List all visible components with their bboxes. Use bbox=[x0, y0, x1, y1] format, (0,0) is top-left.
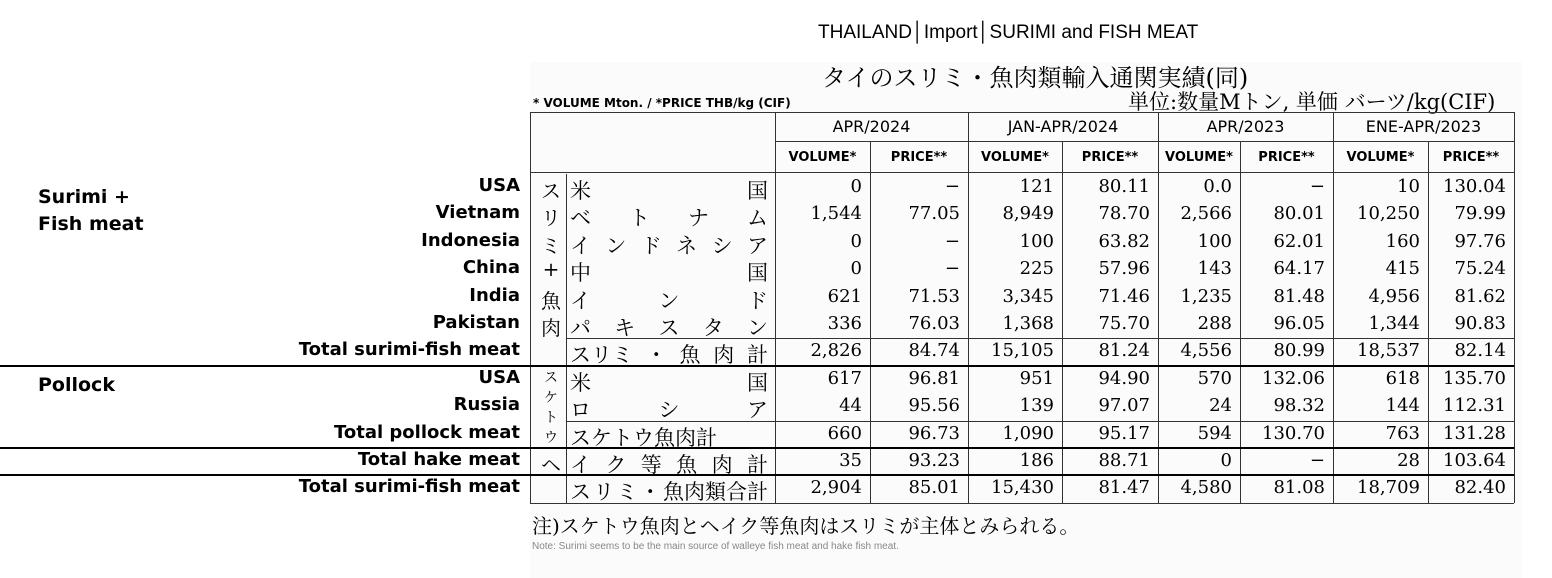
row-label: Vietnam bbox=[435, 202, 520, 224]
table-cell: 80.99 bbox=[1273, 340, 1325, 362]
table-cell: 75.24 bbox=[1454, 258, 1506, 280]
column-header: VOLUME* bbox=[1346, 150, 1415, 165]
table-cell: 95.17 bbox=[1098, 422, 1150, 444]
table-cell: 4,580 bbox=[1180, 477, 1232, 499]
row-label-jp-char: ア bbox=[746, 233, 768, 258]
table-cell: 100 bbox=[1019, 230, 1054, 252]
row-label-jp-char: 米 bbox=[570, 179, 591, 203]
row-label-jp-char: イ bbox=[570, 288, 591, 313]
table-cell: 10 bbox=[1397, 176, 1420, 197]
table-cell: 63.82 bbox=[1098, 230, 1150, 252]
row-label-jp-char: キ bbox=[614, 316, 636, 340]
group-vertical-char: 肉 bbox=[541, 316, 561, 340]
table-cell: 112.31 bbox=[1443, 395, 1506, 417]
row-label-jp bbox=[570, 257, 768, 287]
table-cell: 131.28 bbox=[1443, 422, 1506, 444]
period-header: APR/2023 bbox=[1206, 117, 1285, 136]
row-label: USA bbox=[478, 366, 520, 388]
page-title-en: THAILAND│Import│SURIMI and FISH MEAT bbox=[818, 22, 1199, 43]
group-label-surimi-line1: Surimi + bbox=[38, 186, 130, 208]
table-cell: − bbox=[944, 258, 960, 280]
row-label-jp-char: 国 bbox=[747, 370, 768, 395]
total-row-divider bbox=[566, 338, 1514, 339]
column-header: PRICE** bbox=[1081, 150, 1139, 165]
table-cell: 84.74 bbox=[908, 340, 960, 362]
table-cell: 80.11 bbox=[1098, 176, 1150, 197]
table-cell: − bbox=[1309, 450, 1325, 471]
column-divider bbox=[968, 112, 969, 503]
group-separator bbox=[0, 365, 1514, 367]
period-header: JAN-APR/2024 bbox=[1007, 117, 1119, 136]
table-cell: 95.56 bbox=[908, 395, 960, 417]
table-cell: 0 bbox=[850, 258, 862, 280]
table-cell: 90.83 bbox=[1454, 313, 1506, 334]
row-label-jp-char: ロ bbox=[570, 398, 591, 423]
table-cell: 0 bbox=[850, 176, 862, 197]
group-vertical-char: ミ bbox=[541, 233, 561, 258]
row-label-jp-char: スケトウ魚肉計 bbox=[570, 425, 717, 450]
table-cell: 130.70 bbox=[1262, 422, 1325, 444]
table-cell: 71.53 bbox=[908, 285, 960, 307]
table-cell: − bbox=[944, 176, 960, 197]
group-vertical-char: + bbox=[542, 257, 560, 282]
row-label-jp-char: 魚 bbox=[679, 343, 701, 368]
row-label-jp-char: ン bbox=[605, 233, 627, 258]
table-cell: 660 bbox=[827, 422, 862, 444]
table-cell: 621 bbox=[827, 285, 862, 307]
table-cell: 10,250 bbox=[1357, 203, 1420, 225]
row-label-jp-char: 肉 bbox=[711, 453, 733, 477]
period-header: APR/2024 bbox=[832, 117, 911, 136]
header-bottom-border bbox=[530, 172, 1514, 173]
unit-note-jp: 単位:数量Mトン, 単価 バーツ/kg(CIF) bbox=[1128, 90, 1496, 114]
group-vertical-char: ウ bbox=[544, 429, 558, 446]
group-vertical-char: 魚 bbox=[541, 288, 561, 313]
table-cell: 415 bbox=[1385, 258, 1420, 280]
table-cell: 4,956 bbox=[1368, 285, 1420, 307]
group-vertical-char: ケ bbox=[544, 389, 558, 406]
row-label: USA bbox=[478, 175, 520, 196]
table-cell: 103.64 bbox=[1443, 450, 1506, 471]
row-label-jp-char: 中 bbox=[570, 261, 591, 286]
table-cell: 186 bbox=[1019, 450, 1054, 471]
table-cell: 2,904 bbox=[810, 477, 862, 499]
row-label: Total hake meat bbox=[357, 449, 520, 470]
table-cell: 3,345 bbox=[1002, 285, 1054, 307]
table-cell: 79.99 bbox=[1454, 203, 1506, 225]
row-label-jp-char: ナ bbox=[688, 206, 709, 231]
row-label: Total surimi-fish meat bbox=[298, 339, 520, 361]
footnote-jp: 注)スケトウ魚肉とヘイク等魚肉はスリミが主体とみられる。 bbox=[532, 514, 1080, 538]
group-vertical-char: ト bbox=[544, 409, 558, 426]
table-cell: 77.05 bbox=[908, 203, 960, 225]
group-separator bbox=[0, 447, 1514, 449]
row-label-jp-char: イ bbox=[570, 233, 591, 258]
row-label-jp-char: ネ bbox=[676, 233, 698, 258]
table-cell: 88.71 bbox=[1098, 450, 1150, 471]
table-cell: 0.0 bbox=[1203, 176, 1232, 197]
table-cell: 763 bbox=[1385, 422, 1420, 444]
table-cell: 594 bbox=[1197, 422, 1232, 444]
row-label-jp-char: ・ bbox=[645, 343, 667, 368]
row-label-jp bbox=[570, 367, 768, 397]
final-separator bbox=[0, 474, 1514, 476]
table-cell: 143 bbox=[1197, 258, 1232, 280]
table-cell: 4,556 bbox=[1180, 340, 1232, 362]
row-label-jp-char: 等 bbox=[640, 453, 662, 477]
table-cell: 225 bbox=[1019, 258, 1054, 280]
header-divider bbox=[775, 141, 1514, 142]
row-label-jp-char: シ bbox=[711, 233, 733, 258]
group-label-pollock: Pollock bbox=[38, 374, 115, 396]
group-label-surimi-line2: Fish meat bbox=[38, 213, 144, 235]
row-label-jp-char: 肉 bbox=[713, 343, 735, 368]
row-label-jp bbox=[570, 285, 768, 315]
row-label-jp-char: ク bbox=[605, 453, 627, 477]
row-label: Russia bbox=[453, 394, 520, 416]
table-top-border bbox=[530, 112, 1514, 113]
table-cell: − bbox=[944, 230, 960, 252]
table-left-border bbox=[530, 112, 531, 503]
page-title-jp: タイのスリミ・魚肉類輸入通関実績(同) bbox=[822, 64, 1249, 92]
table-cell: 81.08 bbox=[1273, 477, 1325, 499]
table-cell: 81.24 bbox=[1098, 340, 1150, 362]
group-vertical-char: ス bbox=[544, 369, 558, 386]
table-cell: 1,344 bbox=[1368, 313, 1420, 334]
row-label-jp-char: ド bbox=[747, 288, 768, 313]
column-header: PRICE** bbox=[1442, 150, 1500, 165]
table-cell: 81.62 bbox=[1454, 285, 1506, 307]
table-cell: 98.32 bbox=[1273, 395, 1325, 417]
table-cell: − bbox=[1309, 176, 1325, 197]
table-cell: 570 bbox=[1197, 367, 1232, 389]
row-label-jp bbox=[570, 175, 768, 205]
table-cell: 288 bbox=[1197, 313, 1232, 334]
row-label-jp bbox=[570, 230, 768, 260]
row-label-jp-char: 計 bbox=[747, 343, 768, 368]
table-cell: 130.04 bbox=[1443, 176, 1506, 197]
row-label-jp-char: ン bbox=[658, 288, 680, 313]
table-cell: 96.81 bbox=[908, 367, 960, 389]
table-cell: 951 bbox=[1019, 367, 1054, 389]
row-label-jp-char: ベ bbox=[570, 206, 591, 231]
table-cell: 78.70 bbox=[1098, 203, 1150, 225]
table-cell: 18,537 bbox=[1357, 340, 1420, 362]
total-row-divider bbox=[566, 421, 1514, 422]
table-cell: 44 bbox=[839, 395, 862, 417]
table-cell: 81.47 bbox=[1098, 477, 1150, 499]
table-cell: 62.01 bbox=[1273, 230, 1325, 252]
group-vertical-char: ヘ bbox=[541, 453, 561, 477]
row-label-jp-char: ン bbox=[747, 316, 768, 340]
row-label-jp-char: ア bbox=[747, 398, 768, 423]
table-cell: 336 bbox=[827, 313, 862, 334]
table-cell: 75.70 bbox=[1098, 313, 1150, 334]
row-label-jp-char: 計 bbox=[746, 453, 768, 477]
table-cell: 71.46 bbox=[1098, 285, 1150, 307]
table-cell: 1,368 bbox=[1002, 313, 1054, 334]
group-vertical-char: リ bbox=[541, 206, 561, 231]
row-label-jp-char: ス bbox=[658, 316, 680, 340]
row-label: Total pollock meat bbox=[333, 421, 520, 443]
table-cell: 82.14 bbox=[1454, 340, 1506, 362]
table-cell: 132.06 bbox=[1262, 367, 1325, 389]
table-cell: 28 bbox=[1397, 450, 1420, 471]
column-header: PRICE** bbox=[890, 150, 948, 165]
table-cell: 15,430 bbox=[991, 477, 1054, 499]
table-cell: 160 bbox=[1385, 230, 1420, 252]
column-divider bbox=[1514, 112, 1515, 503]
row-label-jp-char: タ bbox=[702, 316, 724, 340]
table-cell: 0 bbox=[1220, 450, 1232, 471]
row-label: China bbox=[462, 257, 520, 279]
table-cell: 76.03 bbox=[908, 313, 960, 334]
table-cell: 0 bbox=[850, 230, 862, 252]
row-label: Indonesia bbox=[421, 229, 520, 251]
group-vertical-char: ス bbox=[541, 179, 561, 203]
table-cell: 1,544 bbox=[810, 203, 862, 225]
table-cell: 96.73 bbox=[908, 422, 960, 444]
footnote-en: Note: Surimi seems to be the main source of walleye fish meat and hake fish meat. bbox=[532, 541, 899, 552]
table-cell: 2,826 bbox=[810, 340, 862, 362]
row-label-jp-char: ス bbox=[570, 480, 591, 505]
table-cell: 94.90 bbox=[1098, 367, 1150, 389]
row-label-jp-char: ・ bbox=[639, 480, 661, 505]
table-cell: 64.17 bbox=[1273, 258, 1325, 280]
table-cell: 1,090 bbox=[1002, 422, 1054, 444]
row-label: India bbox=[469, 284, 520, 306]
row-label-jp-char: シ bbox=[658, 398, 680, 423]
row-label: Pakistan bbox=[432, 312, 520, 333]
table-cell: 80.01 bbox=[1273, 203, 1325, 225]
table-cell: 96.05 bbox=[1273, 313, 1325, 334]
table-cell: 144 bbox=[1385, 395, 1420, 417]
column-divider bbox=[1333, 112, 1334, 503]
row-label-jp-char: 米 bbox=[570, 370, 591, 395]
row-label-jp-char: ム bbox=[747, 206, 768, 231]
row-label: Total surimi-fish meat bbox=[298, 476, 520, 498]
table-cell: 100 bbox=[1197, 230, 1232, 252]
table-cell: 97.76 bbox=[1454, 230, 1506, 252]
table-cell: 1,235 bbox=[1180, 285, 1232, 307]
row-label-jp-char: 国 bbox=[747, 179, 768, 203]
row-label-jp-char: ト bbox=[629, 206, 650, 231]
row-label-jp-char: ミ bbox=[616, 480, 638, 505]
row-label-jp-char: 魚 bbox=[676, 453, 698, 477]
column-header: VOLUME* bbox=[1165, 150, 1233, 165]
table-cell: 93.23 bbox=[908, 450, 960, 471]
table-cell: 135.70 bbox=[1443, 367, 1506, 389]
column-header: PRICE** bbox=[1258, 150, 1315, 165]
row-label-jp-char: リ bbox=[593, 480, 615, 505]
table-cell: 82.40 bbox=[1454, 477, 1506, 499]
table-cell: 2,566 bbox=[1180, 203, 1232, 225]
table-cell: 121 bbox=[1019, 176, 1054, 197]
column-header: VOLUME* bbox=[981, 150, 1049, 165]
row-label-jp-char: ド bbox=[640, 233, 662, 258]
table-cell: 18,709 bbox=[1357, 477, 1420, 499]
table-cell: 35 bbox=[839, 450, 862, 471]
row-label-jp-char: パ bbox=[570, 316, 591, 340]
row-label-jp-char: スリミ bbox=[570, 343, 633, 368]
period-header: ENE-APR/2023 bbox=[1365, 117, 1482, 136]
row-label-jp-char: 国 bbox=[747, 261, 768, 286]
table-cell: 139 bbox=[1019, 395, 1054, 417]
table-cell: 81.48 bbox=[1273, 285, 1325, 307]
table-cell: 618 bbox=[1385, 367, 1420, 389]
table-cell: 24 bbox=[1209, 395, 1232, 417]
row-label-jp-char: イ bbox=[570, 453, 591, 477]
table-cell: 85.01 bbox=[908, 477, 960, 499]
column-divider bbox=[775, 112, 776, 503]
table-cell: 617 bbox=[827, 367, 862, 389]
column-header: VOLUME* bbox=[788, 150, 857, 165]
table-bottom-border bbox=[530, 503, 1514, 504]
table-cell: 57.96 bbox=[1098, 258, 1150, 280]
unit-note-en: * VOLUME Mton. / *PRICE THB/kg (CIF) bbox=[533, 96, 791, 110]
table-cell: 8,949 bbox=[1002, 203, 1054, 225]
column-divider bbox=[1158, 112, 1159, 503]
group-label-surimi bbox=[38, 184, 144, 238]
table-cell: 15,105 bbox=[991, 340, 1054, 362]
row-label-jp bbox=[570, 202, 768, 232]
row-label-jp-char: 魚肉類合計 bbox=[663, 480, 768, 505]
table-cell: 97.07 bbox=[1098, 395, 1150, 417]
